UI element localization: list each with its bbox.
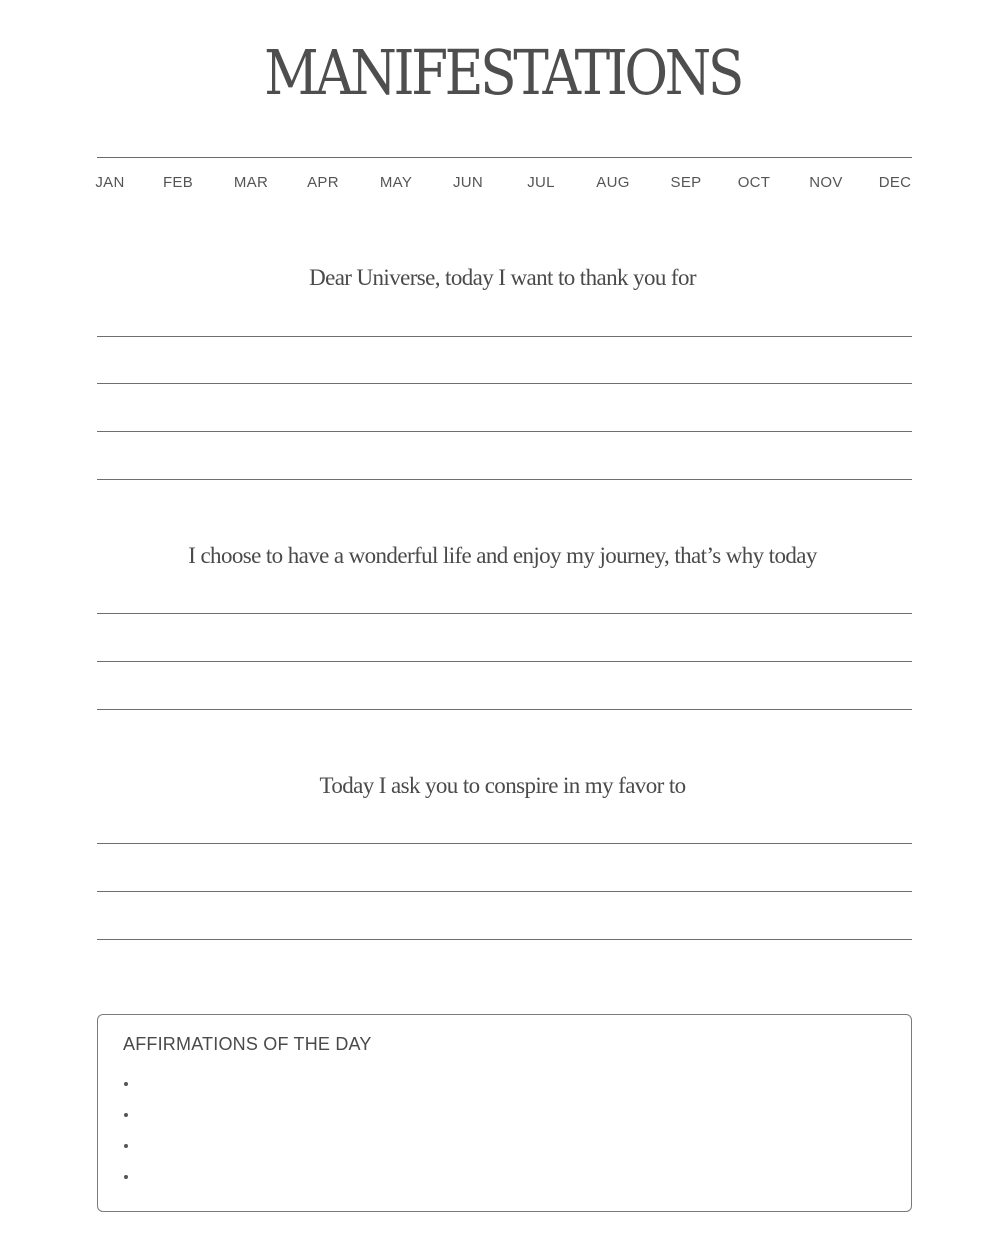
month-nov[interactable]: NOV — [809, 174, 843, 191]
gratitude-line[interactable] — [97, 383, 912, 384]
request-line[interactable] — [97, 939, 912, 940]
affirmation-bullet[interactable] — [124, 1175, 128, 1179]
month-may[interactable]: MAY — [379, 174, 413, 191]
month-selector — [97, 174, 912, 194]
affirmation-bullet[interactable] — [124, 1144, 128, 1148]
request-line[interactable] — [97, 891, 912, 892]
affirmation-bullet[interactable] — [124, 1113, 128, 1117]
month-divider — [97, 157, 912, 158]
gratitude-line[interactable] — [97, 431, 912, 432]
request-line[interactable] — [97, 843, 912, 844]
gratitude-prompt: Dear Universe, today I want to thank you for — [309, 265, 696, 290]
month-apr[interactable]: APR — [307, 174, 339, 191]
affirmations-title: AFFIRMATIONS OF THE DAY — [123, 1034, 372, 1054]
month-jul[interactable]: JUL — [527, 174, 555, 191]
month-jun[interactable]: JUN — [452, 174, 484, 191]
intention-prompt: I choose to have a wonderful life and enjoy my journey, that’s why today — [188, 543, 817, 568]
request-prompt: Today I ask you to conspire in my favor to — [319, 773, 686, 798]
month-mar[interactable]: MAR — [233, 174, 269, 191]
affirmation-bullet[interactable] — [124, 1082, 128, 1086]
month-oct[interactable]: OCT — [737, 174, 771, 191]
month-aug[interactable]: AUG — [596, 174, 630, 191]
month-dec[interactable]: DEC — [878, 174, 912, 191]
affirmations-box — [97, 1014, 912, 1212]
month-sep[interactable]: SEP — [670, 174, 702, 191]
month-jan[interactable]: JAN — [95, 174, 125, 191]
month-feb[interactable]: FEB — [162, 174, 194, 191]
intention-line[interactable] — [97, 613, 912, 614]
intention-line[interactable] — [97, 661, 912, 662]
gratitude-line[interactable] — [97, 479, 912, 480]
intention-line[interactable] — [97, 709, 912, 710]
gratitude-line[interactable] — [97, 336, 912, 337]
page-title: MANIFESTATIONS — [264, 36, 741, 109]
